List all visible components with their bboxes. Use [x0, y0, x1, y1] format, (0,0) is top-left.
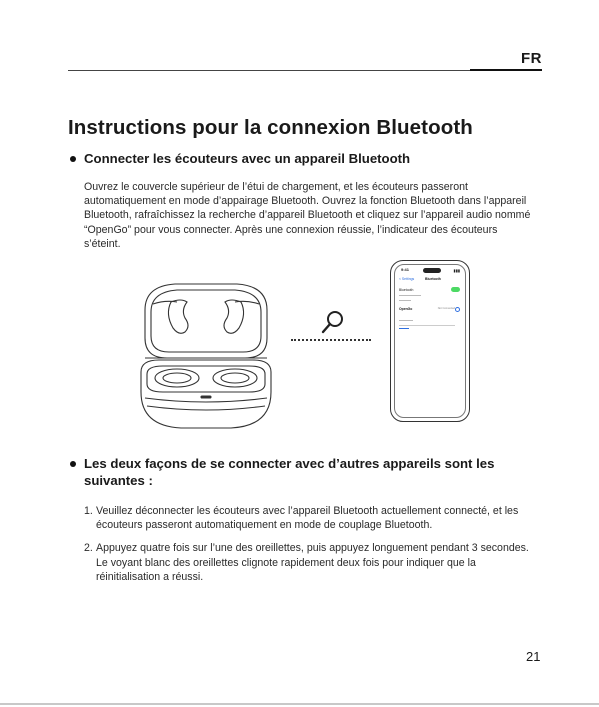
header-rule — [68, 70, 470, 71]
bullet-icon — [70, 461, 76, 467]
phone-line — [399, 320, 413, 321]
list-item — [84, 504, 534, 532]
phone-screen — [394, 264, 466, 418]
phone-line — [399, 325, 455, 326]
list-item — [84, 541, 534, 584]
phone-line — [399, 328, 409, 329]
charging-case-illustration — [135, 280, 277, 432]
step-number: 2. — [84, 542, 93, 555]
toggle-switch — [451, 287, 460, 292]
step-number: 1. — [84, 505, 93, 517]
phone-notch — [423, 268, 441, 273]
section1-body: Ouvrez le couvercle supérieur de l’étui de chargement, et les écouteurs passeront automatiquement en mode d’appairage Bluetooth. Ouvrez la fonction Bluetooth dans l’appareil Bluetooth, rafraîchissez la recherche d’appareil Bluetooth et cliquez sur l’appareil audio nommé “OpenGo” pour vous connecter. Après une connexion réussie, l’indicateur des écouteurs s’éteint. — [84, 181, 531, 250]
signal-icon: ▮▮▮ — [453, 268, 460, 273]
phone-bt-label: Bluetooth — [399, 288, 414, 292]
phone-time: 9:41 — [401, 267, 410, 272]
bullet-icon — [70, 156, 76, 162]
section1-heading: Connecter les écouteurs avec un appareil Bluetooth — [84, 151, 411, 166]
connection-dotted-line — [291, 339, 371, 341]
phone-device-status: Not Connected — [437, 307, 455, 310]
phone-illustration — [390, 260, 470, 422]
language-code: FR — [521, 50, 542, 67]
section2-heading: Les deux façons de se connecter avec d’autres appareils sont les suivantes : — [84, 456, 495, 488]
phone-back-link: < Settings — [399, 277, 415, 281]
info-icon — [455, 307, 460, 312]
step-text: Veuillez déconnecter les écouteurs avec l’appareil Bluetooth actuellement connecté, et les écouteurs passeront automatiquement en mode de couplage Bluetooth. — [96, 505, 519, 532]
step-text: Appuyez quatre fois sur l’une des oreillettes, puis appuyez longuement pendant 3 secondes. Le voyant blanc des oreillettes clignote rapidement deux fois pour indiquer que la réinitialisation a réussi. — [96, 542, 529, 583]
page-number: 21 — [526, 649, 541, 664]
reconnect-steps-list — [84, 504, 534, 593]
phone-line — [399, 295, 421, 296]
header-rule-accent — [470, 69, 542, 71]
page-title: Instructions pour la connexion Bluetooth — [68, 116, 473, 139]
phone-line — [399, 300, 411, 301]
search-icon — [320, 309, 346, 335]
page-bottom-edge — [0, 703, 599, 705]
phone-device-name: OpenGo — [399, 307, 413, 311]
phone-screen-title: Bluetooth — [425, 277, 441, 281]
